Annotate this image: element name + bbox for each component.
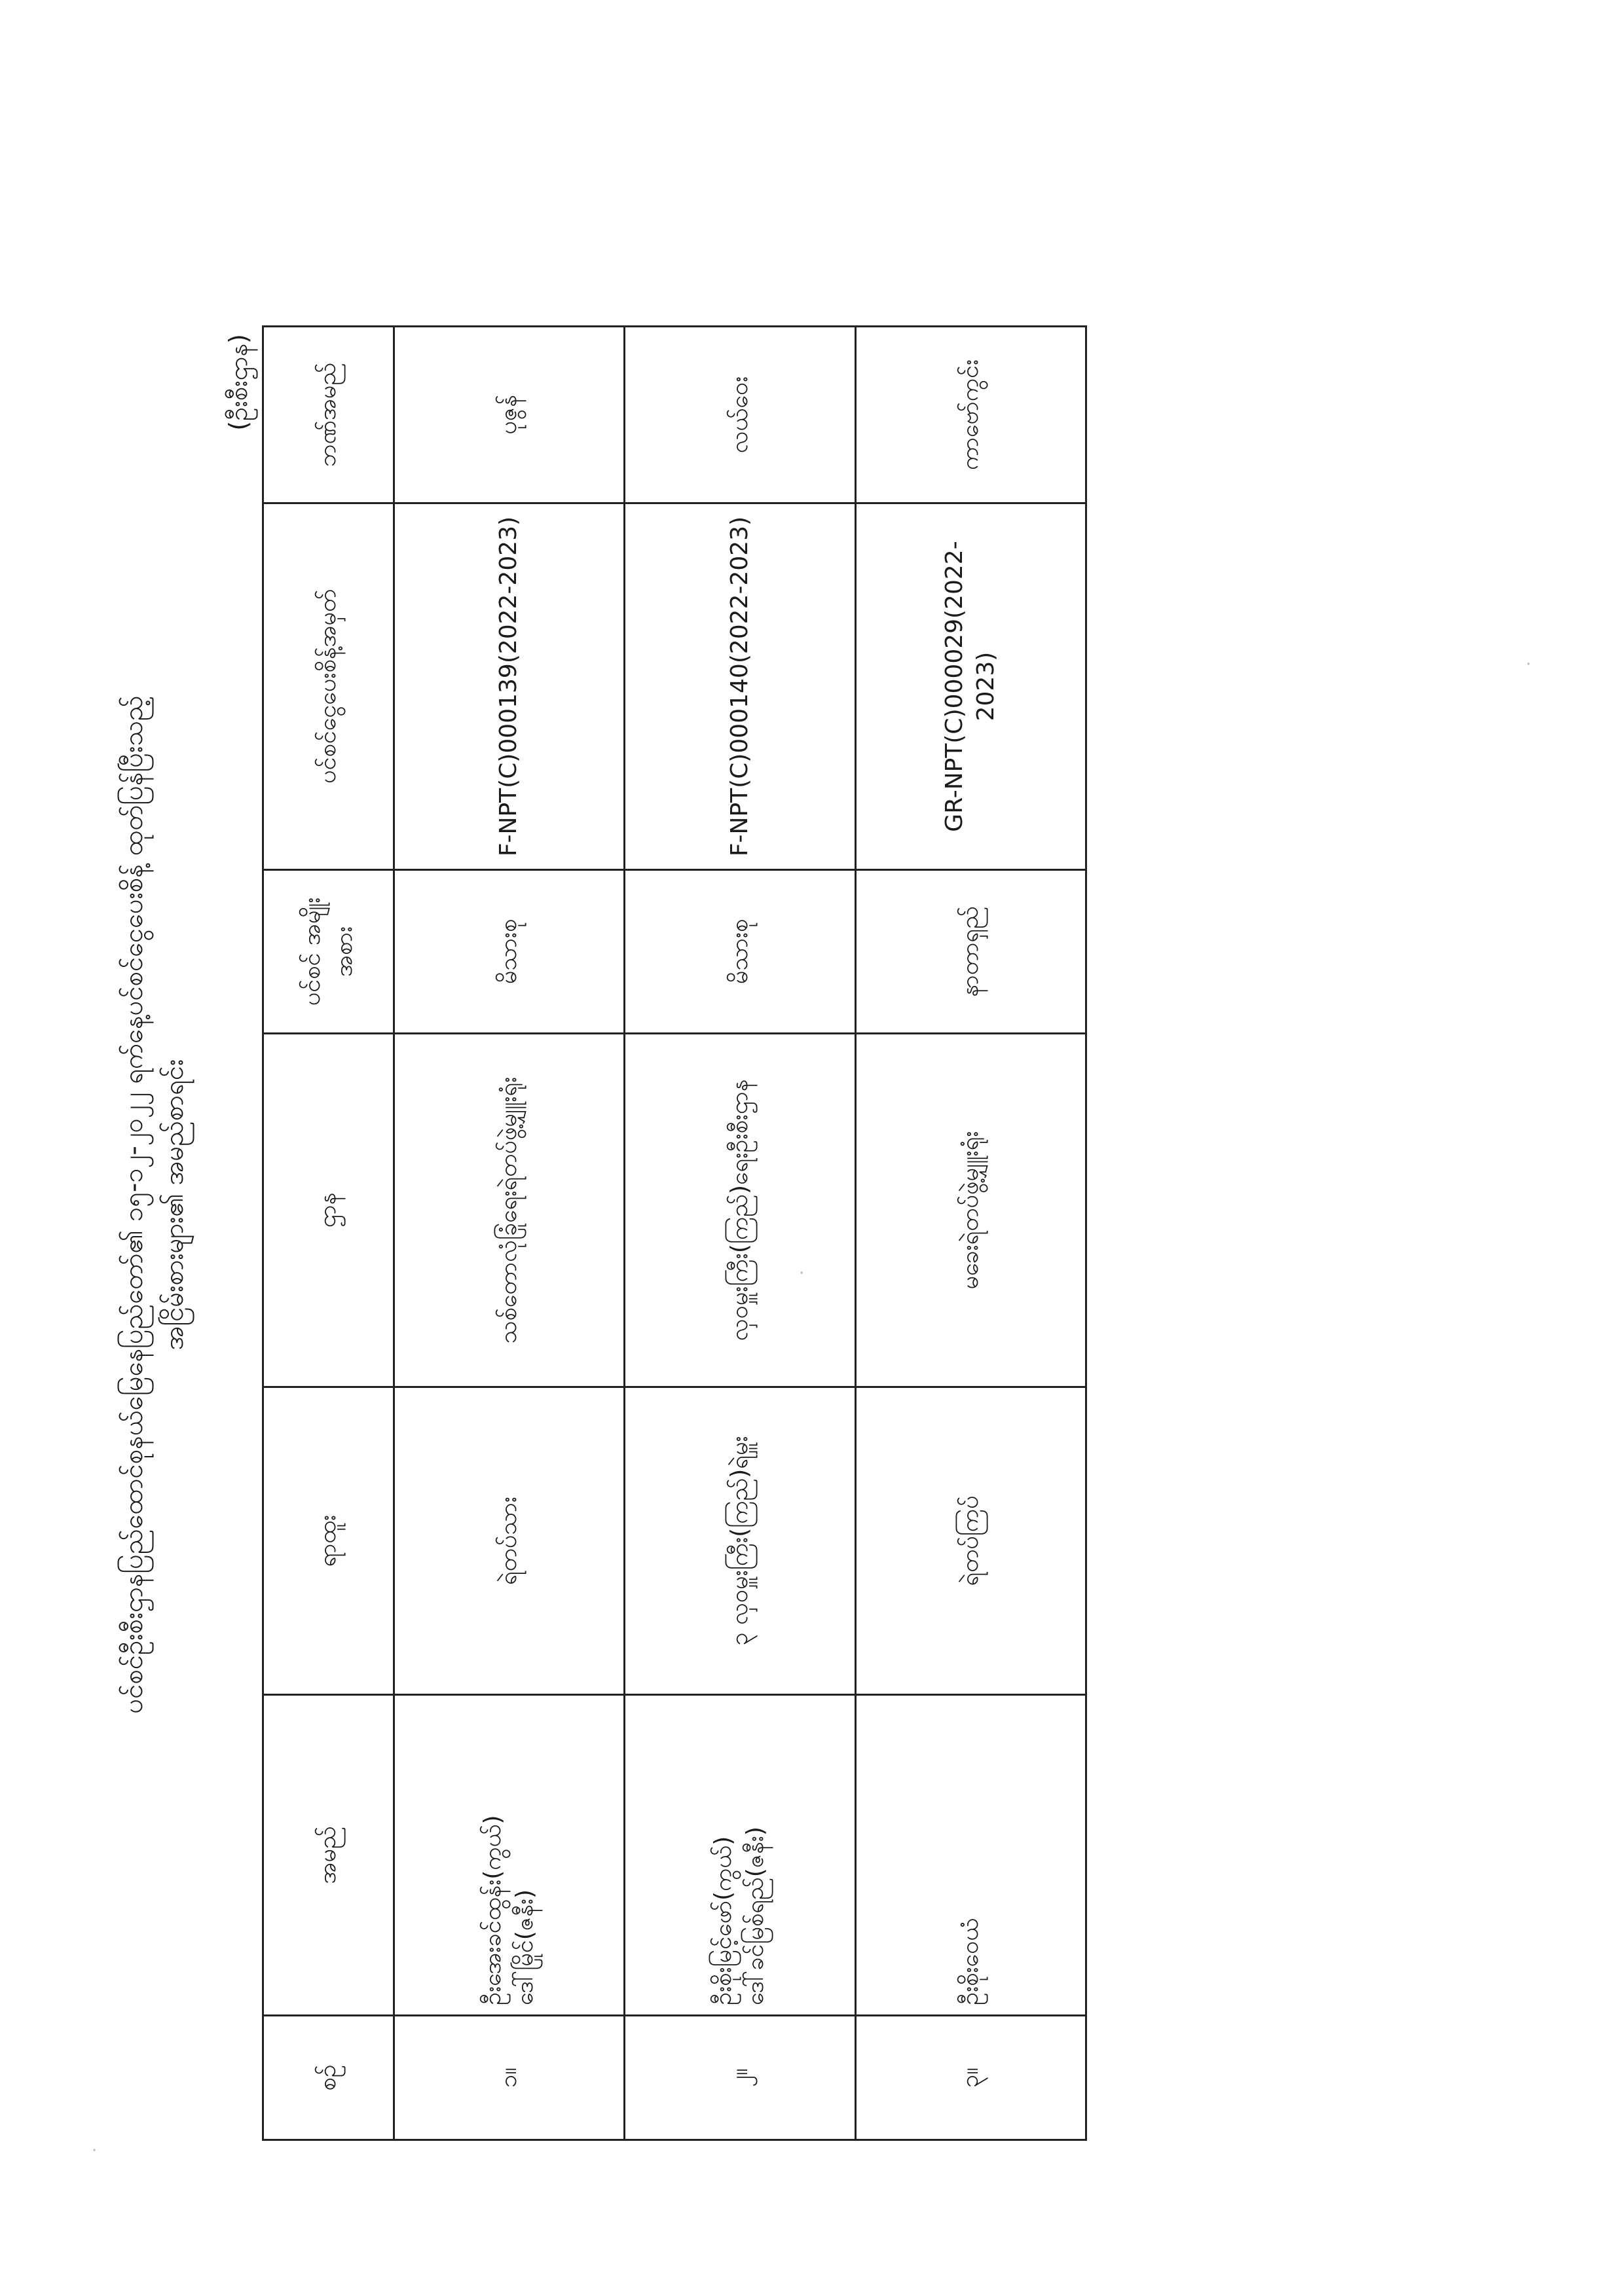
scan-speck: · xyxy=(1526,655,1532,674)
cell-department: လှ၀မှူးကြီး(ကြည်)ရေးဦးစီးဌာန xyxy=(625,1034,855,1387)
name-line: ဦးစိုးဝေယံ xyxy=(957,1918,984,2005)
cell-order-no: F-NPT(C)000140(2022-2023) xyxy=(625,503,855,870)
pension-table xyxy=(262,325,1087,2141)
cell-no: ၁။ xyxy=(394,2016,625,2140)
cell-department: မခေးရဲတပ်ဖွဲ့မျှူးရုံး xyxy=(855,1034,1086,1387)
cell-rank: ရဲတပ်ကြပ် xyxy=(855,1387,1086,1695)
name-line: ဦးအေးခင်ထွန်း(ကွယ်) xyxy=(479,1815,507,2005)
cell-rank: ၃ လှ၀မှူးကြီး(ကြည်)ရဲမှူး xyxy=(625,1387,855,1695)
cell-order-no: GR-NPT(C)000029(2022-2023) xyxy=(855,503,1086,870)
cell-order-no: F-NPT(C)000139(2022-2023) xyxy=(394,503,625,870)
document-subtitle: အငြိမ်းစားများ၏ အမည်စာရင်း xyxy=(159,1059,189,1351)
document-title: ပင်စင်ဦးစီးဌာနပြည်ထောင်စုနယ်မြေနေပြည်တော်၏ ၁၅-၁၂-၂၀၂၂ ရက်နေ့ပင်စင်ငွေပေးစိန့် ထုတ်ပြန်ပြီးသည့် xyxy=(119,695,149,1714)
cell-pension-type: နာတာရှည် xyxy=(855,870,1086,1034)
cell-department: သစ်တောလုံခြုံရေးရဲတပ်ဖွဲ့မျှူးရုံး xyxy=(394,1034,625,1387)
header-bank: ဘဏ်အမည် xyxy=(263,327,394,503)
table-row xyxy=(625,327,855,2140)
cell-bank: လယ်ဝေး xyxy=(625,327,855,503)
cell-no: ၃။ xyxy=(855,2016,1086,2140)
cell-pension-type: မိသားစု xyxy=(394,870,625,1034)
scan-speck: · xyxy=(799,1264,805,1283)
cell-pension-type: မိသားစု xyxy=(625,870,855,1034)
table-header-row xyxy=(263,327,394,2140)
header-department: ဌာန xyxy=(263,1034,394,1387)
unit-note: (ဦးစီးဌာန) xyxy=(224,334,253,431)
table-row xyxy=(855,327,1086,2140)
name-line: ဦးစိုးမြင့်ဖော်(ကွယ်) xyxy=(710,1836,737,2005)
cell-bank: ပုဇွန် xyxy=(394,327,625,503)
cell-name xyxy=(625,1695,855,2016)
header-rank: ရာထူး xyxy=(263,1387,394,1695)
cell-bank: ကာဗော်ကွင်း xyxy=(855,327,1086,503)
cell-no: ၂။ xyxy=(625,2016,855,2140)
name-line: ဒေါ်မြိုင်(ဇနီး) xyxy=(511,1889,538,2005)
cell-name xyxy=(394,1695,625,2016)
rotated-page-content xyxy=(98,151,1526,2259)
header-pension-type: ပင်စင် အမျိုးအစား xyxy=(263,870,394,1034)
header-order-no: ပင်စင်ငွေပေးစိန့်အမှတ် xyxy=(263,503,394,870)
name-line: ဒေါ်ခင်မြစ်ရည်(ဇနီး) xyxy=(741,1827,769,2005)
header-no: စဉ် xyxy=(263,2016,394,2140)
header-name: အမည် xyxy=(263,1695,394,2016)
cell-rank: ရဲတပ်သား xyxy=(394,1387,625,1695)
scan-speck: · xyxy=(92,2141,98,2160)
cell-name xyxy=(855,1695,1086,2016)
table-row xyxy=(394,327,625,2140)
